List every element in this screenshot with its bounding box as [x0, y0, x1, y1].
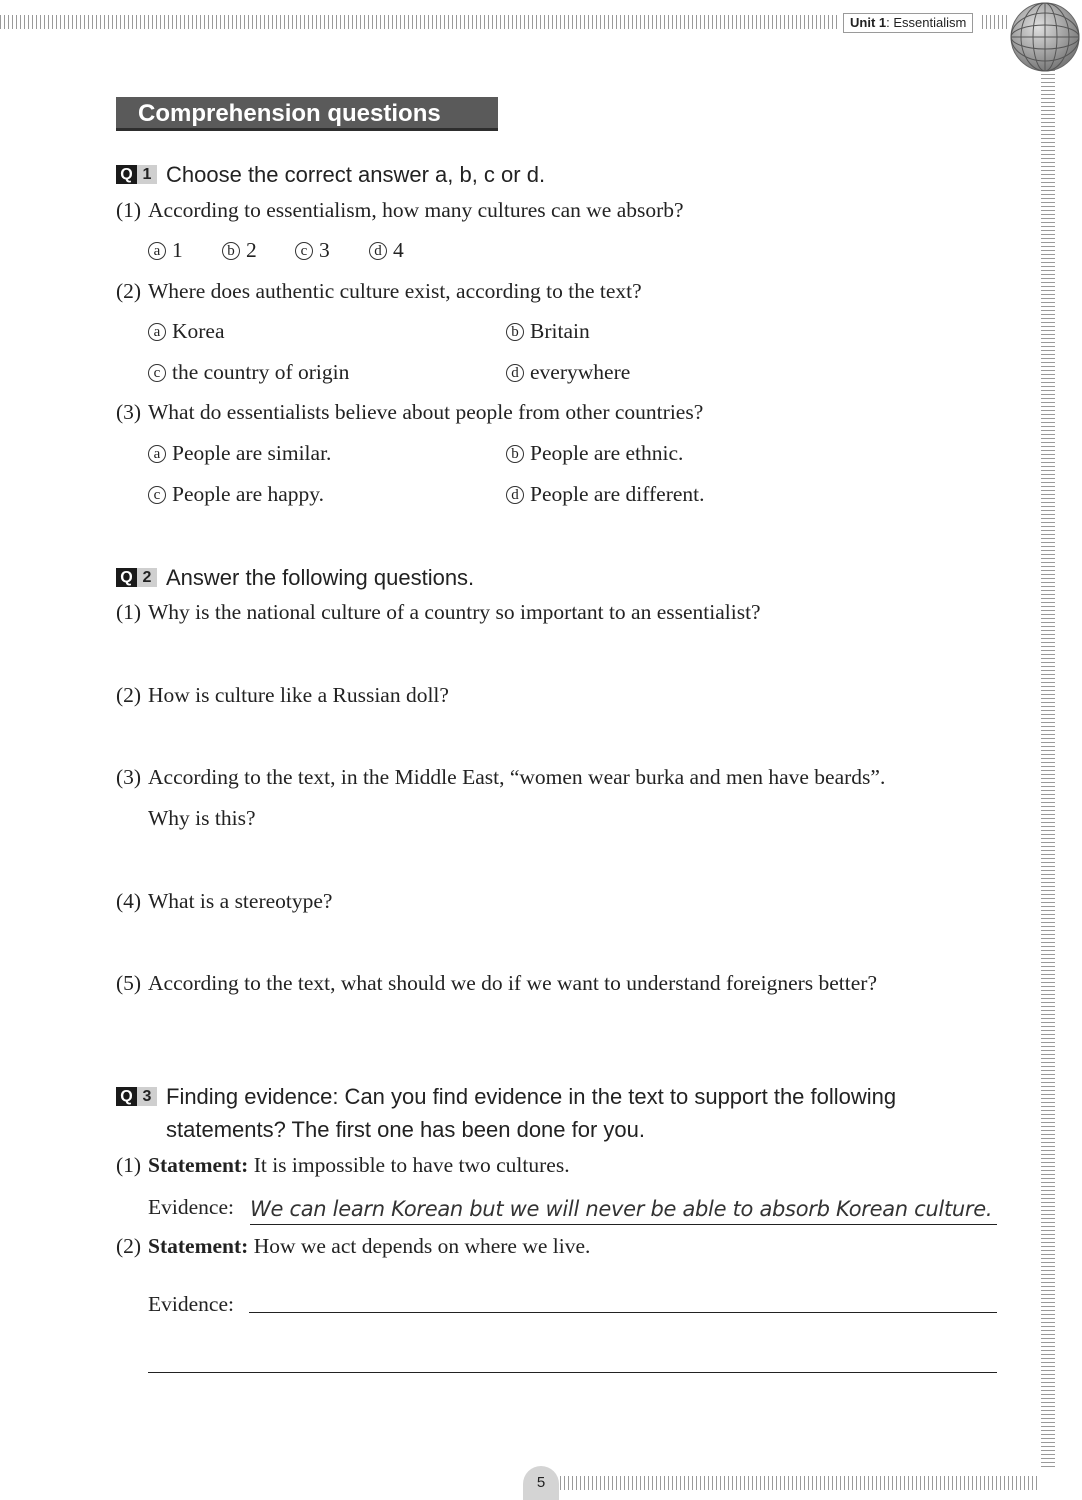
option-letter-circle: a [148, 445, 166, 463]
q3-badge [116, 1087, 157, 1106]
q1-2-option-b[interactable] [506, 316, 590, 346]
question-number: (2) [116, 1234, 142, 1258]
option-letter-circle: b [222, 242, 240, 260]
option-letter-circle: c [295, 242, 313, 260]
q3-evidence-2-answer-line-2[interactable] [148, 1372, 997, 1373]
option-text: Britain [530, 319, 590, 343]
q1-1-option-c[interactable] [295, 235, 330, 265]
bottom-ruler-decoration [560, 1476, 1040, 1490]
q3-evidence-1-label: Evidence: [148, 1195, 234, 1219]
option-text: the country of origin [172, 360, 350, 384]
question-text: According to the text, in the Middle East, “women wear burka and men have beards”. [148, 765, 886, 789]
section-title-banner: Comprehension questions [116, 97, 498, 131]
question-number: (1) [116, 600, 142, 624]
q2-question-4 [116, 886, 332, 916]
q1-2-option-c[interactable] [148, 357, 349, 387]
option-letter-circle: a [148, 242, 166, 260]
option-letter-circle: b [506, 323, 524, 341]
question-number: (5) [116, 971, 142, 995]
q3-evidence-2-answer-line[interactable] [249, 1312, 997, 1313]
q2-question-5 [116, 968, 877, 998]
q1-instruction: Choose the correct answer a, b, c or d. [166, 162, 546, 187]
q3-evidence-2-label: Evidence: [148, 1292, 234, 1316]
page-number: 5 [523, 1466, 559, 1500]
q1-1-option-b[interactable] [222, 235, 257, 265]
option-letter-circle: c [148, 486, 166, 504]
question-text: What do essentialists believe about people from other countries? [148, 400, 704, 424]
option-text: People are happy. [172, 482, 325, 506]
q1-3-option-d[interactable] [506, 479, 705, 509]
option-letter-circle: a [148, 323, 166, 341]
q1-badge-number: 1 [137, 165, 157, 184]
question-number: (1) [116, 198, 142, 222]
globe-icon [1008, 0, 1082, 74]
option-text: 2 [246, 238, 257, 262]
unit-header-label [843, 13, 973, 33]
question-text: According to the text, what should we do if we want to understand foreigners better? [148, 971, 877, 995]
question-number: (3) [116, 400, 142, 424]
option-text: People are similar. [172, 441, 332, 465]
question-number: (4) [116, 889, 142, 913]
top-ruler-decoration [0, 15, 840, 29]
q2-badge-number: 2 [137, 568, 157, 587]
q1-question-3 [116, 397, 703, 427]
q1-3-option-c[interactable] [148, 479, 324, 509]
q1-question-1 [116, 195, 684, 225]
q2-header [116, 563, 1016, 593]
question-number: (2) [116, 683, 142, 707]
q1-header [116, 160, 1016, 190]
statement-label: Statement: [148, 1153, 249, 1177]
q2-question-1 [116, 597, 761, 627]
q2-badge-q: Q [116, 568, 137, 587]
q2-question-3 [116, 762, 885, 792]
q1-2-option-d[interactable] [506, 357, 630, 387]
q1-badge-q: Q [116, 165, 137, 184]
q1-question-2 [116, 276, 642, 306]
question-number: (1) [116, 1153, 142, 1177]
statement-label: Statement: [148, 1234, 249, 1258]
q1-3-option-b[interactable] [506, 438, 683, 468]
q2-question-3-continued: Why is this? [148, 806, 256, 830]
statement-text: How we act depends on where we live. [248, 1234, 591, 1258]
top-ruler-decoration-right [982, 15, 1010, 29]
question-number: (3) [116, 765, 142, 789]
q3-statement-2 [116, 1231, 590, 1261]
q1-badge [116, 165, 157, 184]
q1-3-option-a[interactable] [148, 438, 331, 468]
question-text: Where does authentic culture exist, according to the text? [148, 279, 642, 303]
question-text: According to essentialism, how many cultures can we absorb? [148, 198, 684, 222]
q1-1-option-d[interactable] [369, 235, 404, 265]
q3-header [116, 1082, 1016, 1148]
q3-badge-number: 3 [137, 1087, 157, 1106]
option-letter-circle: d [369, 242, 387, 260]
question-text: What is a stereotype? [148, 889, 333, 913]
option-text: everywhere [530, 360, 631, 384]
unit-number: Unit 1 [850, 15, 887, 30]
option-text: 4 [393, 238, 404, 262]
question-text: Why is the national culture of a country so important to an essentialist? [148, 600, 761, 624]
q2-instruction: Answer the following questions. [166, 565, 475, 590]
q3-statement-1 [116, 1150, 570, 1180]
question-text: How is culture like a Russian doll? [148, 683, 449, 707]
q3-instruction-line-2: statements? The first one has been done for you. [166, 1117, 646, 1142]
q1-1-option-a[interactable] [148, 235, 183, 265]
q3-instruction-line-1: Finding evidence: Can you find evidence in the text to support the following [166, 1084, 897, 1109]
unit-title: : Essentialism [886, 15, 967, 30]
option-letter-circle: c [148, 364, 166, 382]
q2-badge [116, 568, 157, 587]
q3-evidence-1-answer: We can learn Korean but we will never be able to absorb Korean culture. [250, 1194, 997, 1225]
option-letter-circle: d [506, 486, 524, 504]
option-letter-circle: d [506, 364, 524, 382]
statement-text: It is impossible to have two cultures. [248, 1153, 570, 1177]
q3-badge-q: Q [116, 1087, 137, 1106]
option-text: People are different. [530, 482, 705, 506]
right-ruler-decoration [1041, 70, 1055, 1470]
option-letter-circle: b [506, 445, 524, 463]
option-text: 3 [319, 238, 330, 262]
option-text: People are ethnic. [530, 441, 684, 465]
option-text: 1 [172, 238, 183, 262]
question-number: (2) [116, 279, 142, 303]
q1-2-option-a[interactable] [148, 316, 225, 346]
option-text: Korea [172, 319, 225, 343]
q2-question-2 [116, 680, 449, 710]
